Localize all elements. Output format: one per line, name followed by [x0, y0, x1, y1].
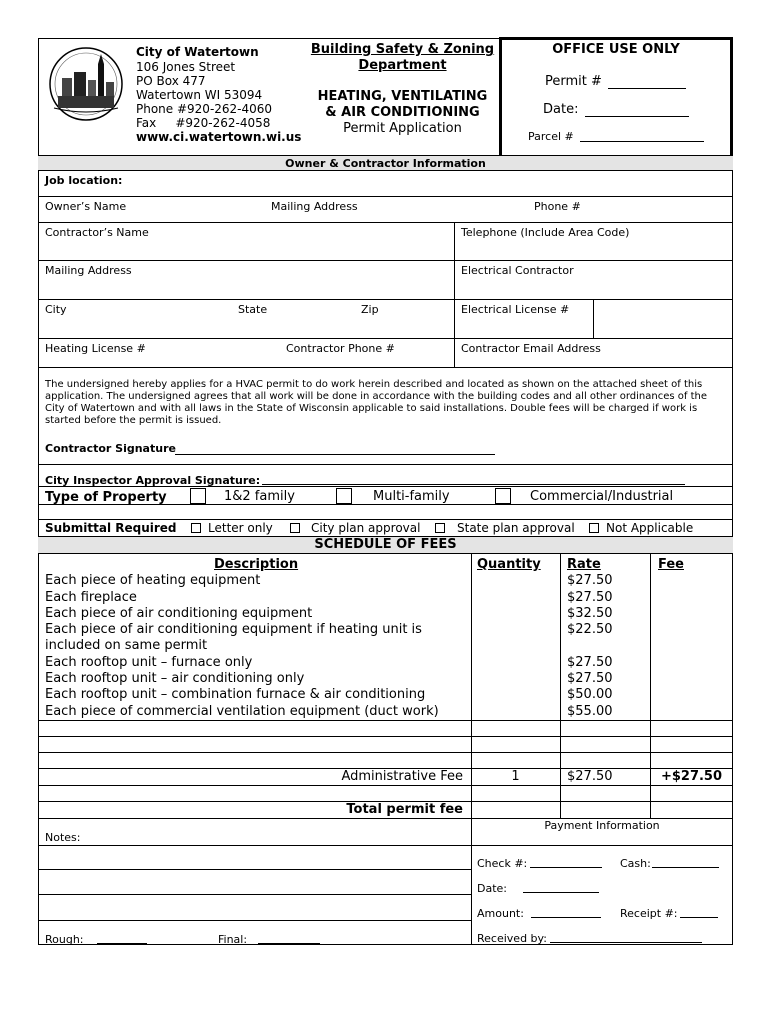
- address-line: PO Box 477: [136, 74, 206, 88]
- submittal-option-label: City plan approval: [311, 521, 421, 535]
- contractor-signature-label: Contractor Signature: [45, 442, 176, 455]
- submittal-option-label: Not Applicable: [606, 521, 694, 535]
- permit-field[interactable]: [608, 88, 686, 89]
- city-label[interactable]: City: [45, 303, 67, 316]
- office-use-title: OFFICE USE ONLY: [552, 42, 680, 57]
- amount-label: Amount:: [477, 907, 524, 920]
- payment-info-title: Payment Information: [544, 819, 660, 832]
- rough-field[interactable]: [97, 943, 147, 944]
- inspector-signature-field[interactable]: [262, 484, 685, 485]
- submittal-label: Submittal Required: [45, 521, 177, 535]
- check-label: Check #:: [477, 857, 528, 870]
- declaration-line: application. The undersigned agrees that all work will be done in accordance with the building codes and all other ordinances of the: [45, 391, 707, 402]
- fees-title: SCHEDULE OF FEES: [314, 537, 457, 552]
- address-line: Fax #920-262-4058: [136, 116, 271, 130]
- amount-field[interactable]: [531, 917, 601, 918]
- fee-row-rate: $27.50: [567, 655, 613, 670]
- dept-name: Building Safety & Zoning: [310, 42, 495, 57]
- org-name: City of Watertown: [136, 45, 259, 59]
- payment-date-field[interactable]: [523, 892, 599, 893]
- address-line: Phone #920-262-4060: [136, 102, 273, 116]
- date-field[interactable]: [585, 116, 689, 117]
- contractors-name-label[interactable]: Contractor’s Name: [45, 226, 149, 239]
- dept-name-2: Department: [358, 58, 447, 73]
- col-header-description: Description: [214, 557, 299, 572]
- payment-date-label: Date:: [477, 882, 507, 895]
- property-option-label: Multi-family: [373, 489, 450, 504]
- address-line: 106 Jones Street: [136, 60, 236, 74]
- form-subtitle: Permit Application: [343, 121, 462, 136]
- telephone-label[interactable]: Telephone (Include Area Code): [461, 226, 630, 239]
- owners-name-label[interactable]: Owner’s Name: [45, 200, 127, 213]
- col-header-rate: Rate: [567, 557, 601, 572]
- not-applicable-checkbox[interactable]: [589, 523, 599, 533]
- submittal-option-label: State plan approval: [457, 521, 575, 535]
- fee-row-description: Each piece of heating equipment: [45, 573, 261, 588]
- state-plan-checkbox[interactable]: [435, 523, 445, 533]
- contractor-email-label[interactable]: Contractor Email Address: [461, 342, 601, 355]
- admin-fee-rate: $27.50: [567, 769, 613, 784]
- zip-label[interactable]: Zip: [361, 303, 379, 316]
- property-option-label: Commercial/Industrial: [530, 489, 674, 504]
- city-plan-checkbox[interactable]: [290, 523, 300, 533]
- fee-row-rate: $55.00: [567, 704, 613, 719]
- admin-fee-amount: +$27.50: [660, 769, 723, 784]
- col-header-fee: Fee: [658, 557, 684, 572]
- electrical-license-label[interactable]: Electrical License #: [461, 303, 570, 316]
- cash-field[interactable]: [652, 867, 719, 868]
- check-field[interactable]: [530, 867, 602, 868]
- property-commercial-checkbox[interactable]: [495, 488, 511, 504]
- submittal-option-label: Letter only: [208, 521, 273, 535]
- declaration-line: started before the permit is issued.: [45, 415, 222, 426]
- fee-row-description-2: included on same permit: [45, 638, 208, 653]
- fee-row-rate: $27.50: [567, 671, 613, 686]
- rough-label: Rough:: [45, 933, 84, 946]
- parcel-label: Parcel #: [528, 130, 574, 143]
- received-by-label: Received by:: [477, 932, 547, 945]
- city-seal-logo: [48, 46, 124, 122]
- declaration-line: City of Watertown and with all laws in the State of Wisconsin applicable to said installations. Double fees will be charged if work is: [45, 403, 698, 414]
- fee-row-description: Each rooftop unit – furnace only: [45, 655, 253, 670]
- property-1-2-family-checkbox[interactable]: [190, 488, 206, 504]
- fee-row-description: Each piece of air conditioning equipment: [45, 606, 313, 621]
- contractor-signature-field[interactable]: [175, 454, 495, 455]
- received-by-field[interactable]: [550, 942, 702, 943]
- col-header-quantity: Quantity: [477, 557, 541, 572]
- notes-label: Notes:: [45, 831, 81, 844]
- parcel-field[interactable]: [580, 141, 704, 142]
- date-label: Date:: [543, 102, 579, 117]
- total-fee-label: Total permit fee: [346, 802, 463, 817]
- form-title-2: & AIR CONDITIONING: [325, 105, 480, 120]
- final-label: Final:: [218, 933, 248, 946]
- fee-row-description: Each piece of commercial ventilation equipment (duct work): [45, 704, 439, 719]
- inspector-signature-label: City Inspector Approval Signature:: [45, 474, 261, 487]
- declaration-line: The undersigned hereby applies for a HVAC permit to do work herein described and located as shown on the attached sheet of this: [45, 379, 703, 390]
- heating-license-label[interactable]: Heating License #: [45, 342, 146, 355]
- property-option-label: 1&2 family: [224, 489, 295, 504]
- cash-label: Cash:: [620, 857, 651, 870]
- website: www.ci.watertown.wi.us: [136, 130, 302, 144]
- electrical-contractor-label[interactable]: Electrical Contractor: [461, 264, 574, 277]
- fee-row-rate: $50.00: [567, 687, 613, 702]
- fee-row-description: Each fireplace: [45, 590, 137, 605]
- form-title: HEATING, VENTILATING: [317, 89, 488, 104]
- permit-label: Permit #: [545, 74, 602, 89]
- phone-label[interactable]: Phone #: [534, 200, 581, 213]
- fee-row-rate: $32.50: [567, 606, 613, 621]
- job-location-label[interactable]: Job location:: [45, 174, 123, 187]
- fee-row-rate: $22.50: [567, 622, 613, 637]
- mailing-address-label-2[interactable]: Mailing Address: [45, 264, 132, 277]
- admin-fee-qty: 1: [511, 769, 520, 784]
- fee-row-rate: $27.50: [567, 573, 613, 588]
- letter-only-checkbox[interactable]: [191, 523, 201, 533]
- property-type-label: Type of Property: [45, 490, 167, 505]
- fee-row-description: Each rooftop unit – combination furnace & air conditioning: [45, 687, 426, 702]
- mailing-address-label[interactable]: Mailing Address: [271, 200, 358, 213]
- fee-row-rate: $27.50: [567, 590, 613, 605]
- state-label[interactable]: State: [238, 303, 268, 316]
- fee-row-description: Each piece of air conditioning equipment if heating unit is: [45, 622, 422, 637]
- property-multi-family-checkbox[interactable]: [336, 488, 352, 504]
- final-field[interactable]: [258, 943, 320, 944]
- admin-fee-label: Administrative Fee: [341, 769, 463, 784]
- fee-row-description: Each rooftop unit – air conditioning only: [45, 671, 305, 686]
- owner-section-title: Owner & Contractor Information: [285, 157, 486, 170]
- contractor-phone-label[interactable]: Contractor Phone #: [286, 342, 395, 355]
- address-line: Watertown WI 53094: [136, 88, 263, 102]
- receipt-label: Receipt #:: [620, 907, 678, 920]
- receipt-field[interactable]: [680, 917, 718, 918]
